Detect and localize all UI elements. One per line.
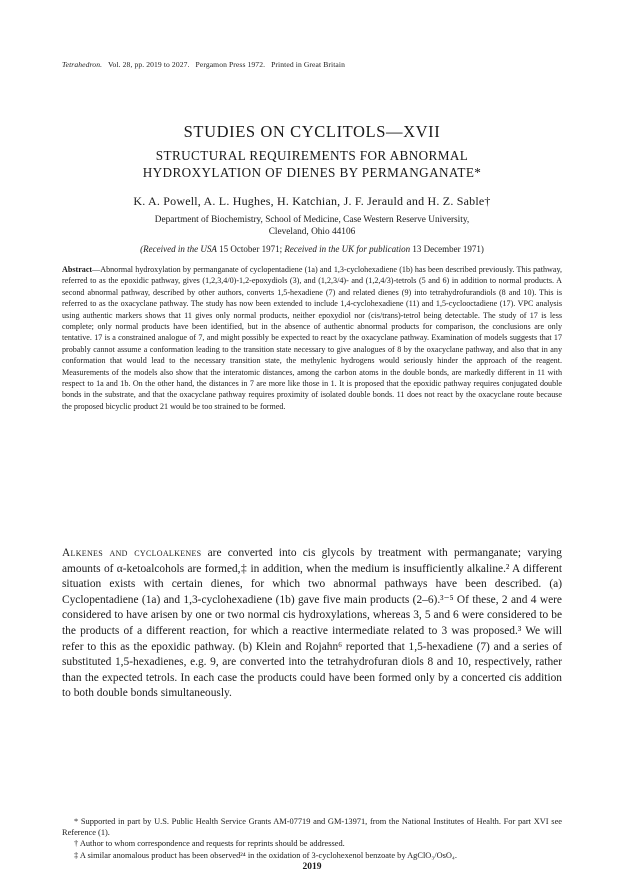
page-number: 2019: [302, 862, 322, 872]
abstract-lead: Abstract: [62, 265, 93, 274]
journal-name: Tetrahedron.: [62, 60, 103, 69]
abstract-text: —Abnormal hydroxylation by permanganate of cyclopentadiene (1a) and 1,3-cyclohexadiene (1b) has been described previously. This pathway, referred to as the epoxidic pathway, gives (1,2,3,4/0)-1,2-epoxydiols (3), and (1,2,3/4)- and (1,2,4/3)-tetrols (5 and 6) in addition to normal products. A second abnormal pathway, described by other authors, converts 1,5-hexadiene (7) and related dienes (9) into tetrahydrofurandiols (8 and 10). This is referred to as the oxacyclane pathway. The study has now been extended to include 1,4-cyclohexadiene (11) and 1,5-cyclooctadiene (17). VPC analysis using authentic markers shows that 11 gives only normal products, neither epoxydiol nor (cis/trans)-tetrol being detectable. The study of 17 is less complete; only normal products have been identified, but in the absence of authentic abnormal products for comparison, the conclusions are only tentative. 17 is a constrained analogue of 7, and might possibly be expected to react by the oxacyclane pathway. Examination of models suggests that 17 probably cannot assume a conformation leading to the transition state necessary to give analogues of 8 by the oxacyclane pathway, and also that in any conformation that would lead to the necessary transition state, the methylenic hydrogens would seriously hinder the approach of the reagent. Measurements of the models also show that the interatomic distances, among the carbon atoms in the double bonds, are markedly different in 11 with respect to 1a and 1b. On the other hand, the distances in 7 are more like those in 1. It is proposed that the epoxidic pathway requires conjugated double bonds in the substrate, and that the oxacyclane pathway requires proximity of isolated double bonds. 11 does not react by the oxacyclane route because the proposed bicyclic product 21 would be too strained to be formed.: [62, 265, 562, 411]
footnote-funding: * Supported in part by U.S. Public Health Service Grants AM-07719 and GM-13971, from the National Institutes of Health. For part XVI see Reference (1).: [62, 817, 562, 838]
paper-title: STUDIES ON CYCLITOLS—XVII: [183, 122, 441, 141]
affiliation-line-1: Department of Biochemistry, School of Medicine, Case Western Reserve University,: [154, 215, 470, 225]
received-usa-date: 15 October 1971;: [219, 244, 283, 254]
footnotes: [62, 816, 562, 861]
body-text: [62, 546, 562, 702]
footnote-correspondence: † Author to whom correspondence and requests for reprints should be addressed.: [74, 839, 345, 849]
journal-citation: Vol. 28, pp. 2019 to 2027.: [107, 60, 190, 69]
running-header: [62, 60, 345, 69]
author-list: K. A. Powell, A. L. Hughes, H. Katchian, J. F. Jerauld and H. Z. Sable†: [133, 194, 491, 208]
subtitle-line-1: STRUCTURAL REQUIREMENTS FOR ABNORMAL: [155, 148, 469, 163]
subtitle-line-2: HYDROXYLATION OF DIENES BY PERMANGANATE*: [142, 165, 482, 180]
footnote-anomalous-product: ‡ A similar anomalous product has been observed²⁴ in the oxidation of 3-cyclohexenol benzoate by AgClO₃/OsO₄.: [74, 850, 457, 860]
received-usa-label: (Received in the USA: [140, 244, 217, 254]
body-paragraph: are converted into cis glycols by treatment with permanganate; varying amounts of α-ketoalcohols are formed,‡ in addition, when the medium is insufficiently alkaline.² A different situation exists with certain dienes, for which two abnormal pathways have been described. (a) Cyclopentadiene (1a) and 1,3-cyclohexadiene (1b) gave five main products (2–6).³⁻⁵ Of these, 2 and 4 were considered to have arisen by one or two normal cis hydroxylations, whereas 3, 5 and 6 were considered to be the products of a different reaction, for which a reactive intermediate related to 3 was proposed.³ We will refer to this as the epoxidic pathway. (b) Klein and Rojahn⁶ reported that 1,5-hexadiene (7) and a series of substituted 1,5-hexadienes, e.g. 9, are converted into the tetrahydrofuran diols 8 and 10, respectively, rather than the expected tetrols. In each case the products could have been formed only by a concerted cis addition to both double bonds simultaneously.: [62, 547, 562, 700]
affiliation-line-2: Cleveland, Ohio 44106: [268, 227, 356, 237]
publisher: Pergamon Press 1972.: [195, 60, 266, 69]
paper-subtitle: [0, 147, 624, 181]
received-dates: [0, 244, 624, 254]
abstract: [62, 264, 562, 412]
received-uk-date: 13 December 1971): [412, 244, 484, 254]
printed-in: Printed in Great Britain: [271, 60, 346, 69]
body-lead: Alkenes and cycloalkenes: [62, 547, 202, 559]
received-uk-label: Received in the UK for publication: [284, 244, 411, 254]
affiliation: [0, 214, 624, 238]
